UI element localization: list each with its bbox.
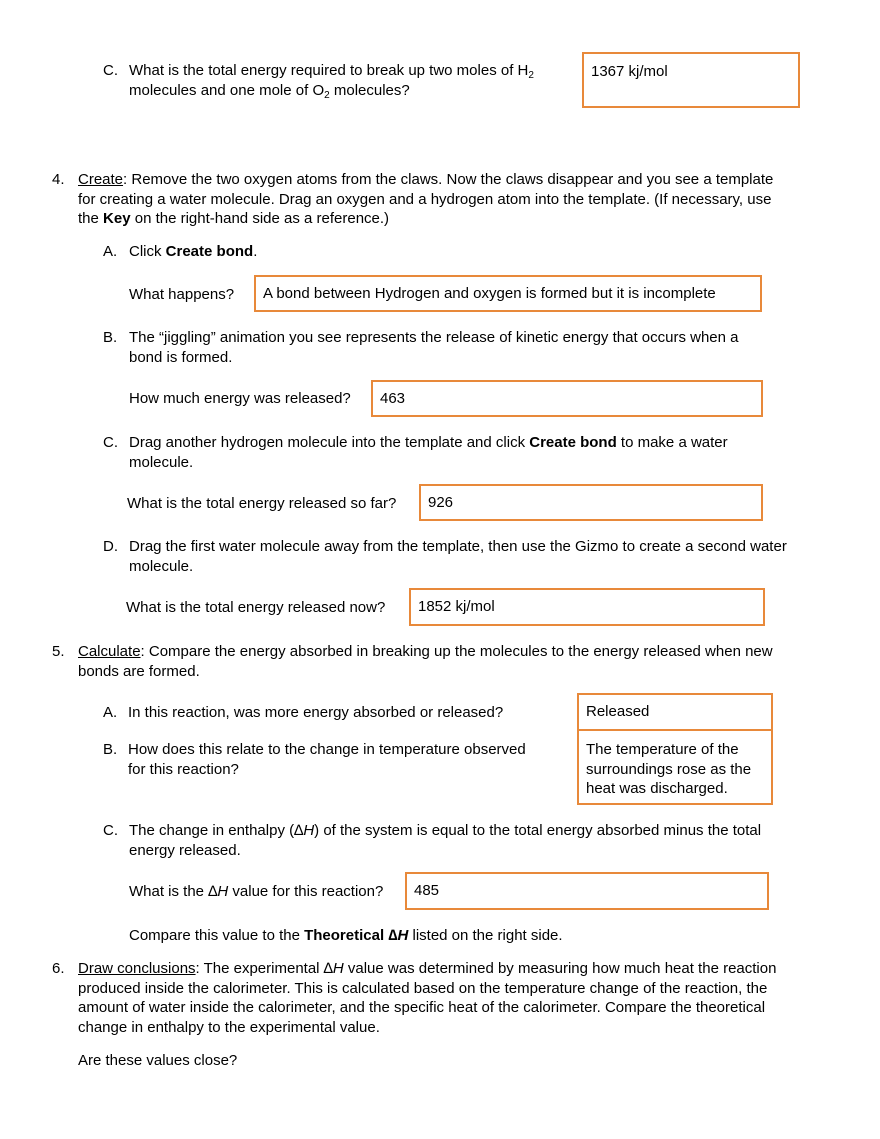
q4a-text: Click Create bond.: [129, 243, 258, 260]
q5b-answer-box[interactable]: The temperature of the surroundings rose as the heat was discharged.: [577, 729, 773, 805]
q5a-letter: A.: [103, 704, 118, 721]
q6-number: 6.: [52, 960, 65, 977]
q4d-letter: D.: [103, 538, 118, 555]
q3c-question: What is the total energy required to break up two moles of $H_2$ molecules and one mole of $O_2$ molecules?: [129, 62, 534, 101]
q5-label: Calculate: [78, 643, 141, 660]
q6-text: Draw conclusions: The experimental ∆H value was determined by measuring how much heat the reaction produced inside the calorimeter. This is calculated based on the temperature change of the reaction, the amount of water inside the calorimeter, and the specific heat of the calorimeter. Compare the theoretical change in enthalpy to the experimental value.: [78, 960, 777, 1036]
q4c-prompt: What is the total energy released so far?: [127, 495, 397, 512]
q5-text: Calculate: Compare the energy absorbed in breaking up the molecules to the energy released when new bonds are formed.: [78, 643, 773, 680]
q4-label: Create: [78, 171, 124, 188]
q4-number: 4.: [52, 171, 65, 188]
q4b-prompt: How much energy was released?: [129, 390, 351, 407]
q4d-prompt: What is the total energy released now?: [126, 599, 386, 616]
q5a-answer-box[interactable]: Released: [577, 693, 773, 731]
q4c-answer-box[interactable]: 926: [419, 484, 763, 521]
q3c-letter: C.: [103, 62, 118, 79]
q5a-text: In this reaction, was more energy absorbed or released?: [128, 704, 504, 721]
q5c-text: The change in enthalpy (∆H) of the system is equal to the total energy absorbed minus the total energy released.: [129, 822, 762, 859]
q4c-text: Drag another hydrogen molecule into the template and click Create bond to make a water molecule.: [129, 434, 728, 471]
q4a-letter: A.: [103, 243, 118, 260]
q5b-letter: B.: [103, 741, 118, 758]
q3c-answer-box[interactable]: 1367 kj/mol: [582, 52, 800, 108]
q5-number: 5.: [52, 643, 65, 660]
q4-text: Create: Remove the two oxygen atoms from the claws. Now the claws disappear and you see a template for creating a water molecule. Drag an oxygen and a hydrogen atom into the template. (If necessary, use the Key on the right-hand side as a reference.): [78, 171, 774, 227]
q6-label: Draw conclusions: [78, 960, 196, 977]
q4d-answer-box[interactable]: 1852 kj/mol: [409, 588, 765, 626]
q5c-compare: Compare this value to the Theoretical ∆H listed on the right side.: [129, 927, 563, 944]
q4b-text: The “jiggling” animation you see represents the release of kinetic energy that occurs when a bond is formed.: [129, 329, 739, 366]
q5c-answer-box[interactable]: 485: [405, 872, 769, 910]
q4d-text: Drag the first water molecule away from the template, then use the Gizmo to create a second water molecule.: [129, 538, 787, 575]
q4b-letter: B.: [103, 329, 118, 346]
q4a-prompt: What happens?: [129, 286, 235, 303]
q4b-answer-box[interactable]: 463: [371, 380, 763, 417]
q5b-text: How does this relate to the change in temperature observed for this reaction?: [128, 741, 526, 778]
q5c-letter: C.: [103, 822, 118, 839]
q4a-answer-box[interactable]: A bond between Hydrogen and oxygen is formed but it is incomplete: [254, 275, 762, 312]
q5c-prompt: What is the ∆H value for this reaction?: [129, 883, 384, 900]
q4c-letter: C.: [103, 434, 118, 451]
q6-question: Are these values close?: [78, 1052, 238, 1069]
